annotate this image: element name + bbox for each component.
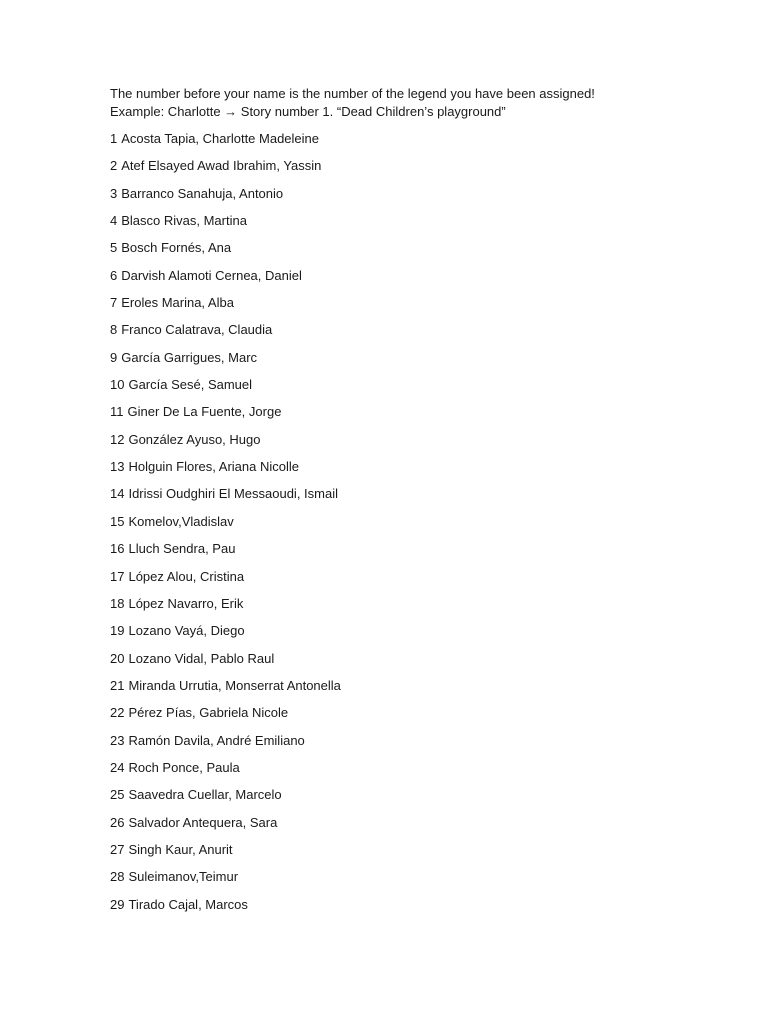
list-item — [110, 896, 730, 914]
list-number: 10 — [110, 377, 125, 393]
student-name: Komelov,Vladislav — [128, 513, 234, 529]
list-item — [110, 321, 730, 339]
student-name: Barranco Sanahuja, Antonio — [121, 185, 284, 201]
list-number: 2 — [110, 158, 118, 174]
list-item — [110, 431, 730, 449]
student-name: García Garrigues, Marc — [121, 349, 258, 365]
list-item — [110, 185, 730, 203]
student-name: Tirado Cajal, Marcos — [128, 896, 248, 912]
list-number: 6 — [110, 267, 118, 283]
student-name: Holguin Flores, Ariana Nicolle — [128, 459, 299, 475]
student-name: Idrissi Oudghiri El Messaoudi, Ismail — [128, 486, 338, 502]
student-name: López Alou, Cristina — [128, 568, 245, 584]
document-page — [110, 85, 730, 923]
list-number: 15 — [110, 513, 125, 529]
student-name: Atef Elsayed Awad Ibrahim, Yassin — [121, 158, 322, 174]
list-number: 25 — [110, 787, 125, 803]
list-number: 4 — [110, 213, 118, 229]
list-item — [110, 814, 730, 832]
student-name: Eroles Marina, Alba — [121, 295, 234, 311]
list-item — [110, 403, 730, 421]
list-number: 21 — [110, 677, 125, 693]
list-item — [110, 349, 730, 367]
list-item — [110, 485, 730, 503]
list-number: 12 — [110, 431, 125, 447]
list-number: 23 — [110, 732, 125, 748]
student-name: Acosta Tapia, Charlotte Madeleine — [121, 131, 320, 146]
list-item — [110, 622, 730, 640]
list-item — [110, 294, 730, 312]
list-item — [110, 130, 730, 148]
student-name: González Ayuso, Hugo — [128, 431, 261, 447]
student-name: Bosch Fornés, Ana — [121, 240, 232, 256]
list-item — [110, 568, 730, 586]
list-number: 7 — [110, 295, 118, 311]
student-name: Suleimanov,Teimur — [128, 869, 239, 885]
list-item — [110, 677, 730, 695]
student-name: Blasco Rivas, Martina — [121, 213, 247, 229]
list-number: 16 — [110, 541, 125, 557]
list-item — [110, 650, 730, 668]
list-number: 20 — [110, 650, 125, 666]
list-number: 9 — [110, 349, 118, 365]
student-name: Giner De La Fuente, Jorge — [127, 404, 282, 420]
list-item — [110, 841, 730, 859]
student-name: Pérez Pías, Gabriela Nicole — [128, 705, 289, 721]
list-number: 1 — [110, 131, 118, 146]
list-number: 8 — [110, 322, 118, 338]
list-number: 29 — [110, 896, 125, 912]
student-name: Ramón Davila, André Emiliano — [128, 732, 305, 748]
list-number: 5 — [110, 240, 118, 256]
list-item — [110, 458, 730, 476]
list-item — [110, 540, 730, 558]
list-item — [110, 732, 730, 750]
student-name: Miranda Urrutia, Monserrat Antonella — [128, 677, 341, 693]
student-name: Saavedra Cuellar, Marcelo — [128, 787, 282, 803]
intro-example: Example: Charlotte → Story number 1. “Dead Children’s playground” — [110, 104, 506, 119]
student-name: Lozano Vayá, Diego — [128, 623, 245, 639]
list-number: 24 — [110, 759, 125, 775]
list-number: 17 — [110, 568, 125, 584]
list-item — [110, 786, 730, 804]
list-number: 3 — [110, 185, 118, 201]
list-number: 26 — [110, 814, 125, 830]
student-name: Lluch Sendra, Pau — [128, 541, 236, 557]
student-name: Franco Calatrava, Claudia — [121, 322, 273, 338]
list-item — [110, 868, 730, 886]
list-item — [110, 267, 730, 285]
intro-instruction: The number before your name is the number of the legend you have been assigned! — [110, 86, 595, 101]
list-number: 28 — [110, 869, 125, 885]
list-number: 18 — [110, 595, 125, 611]
student-name: Roch Ponce, Paula — [128, 759, 240, 775]
list-item — [110, 513, 730, 531]
list-item — [110, 759, 730, 777]
list-number: 11 — [110, 404, 124, 420]
list-item — [110, 595, 730, 613]
student-name: Salvador Antequera, Sara — [128, 814, 278, 830]
list-number: 27 — [110, 841, 125, 857]
student-name: Singh Kaur, Anurit — [128, 841, 233, 857]
student-list — [110, 130, 730, 914]
student-name: García Sesé, Samuel — [128, 377, 253, 393]
list-item — [110, 157, 730, 175]
student-name: Lozano Vidal, Pablo Raul — [128, 650, 275, 666]
list-number: 13 — [110, 459, 125, 475]
student-name: Darvish Alamoti Cernea, Daniel — [121, 267, 302, 283]
list-number: 19 — [110, 623, 125, 639]
list-number: 22 — [110, 705, 125, 721]
list-item — [110, 704, 730, 722]
list-item — [110, 239, 730, 257]
list-item — [110, 212, 730, 230]
student-name: López Navarro, Erik — [128, 595, 244, 611]
list-item — [110, 376, 730, 394]
list-number: 14 — [110, 486, 125, 502]
